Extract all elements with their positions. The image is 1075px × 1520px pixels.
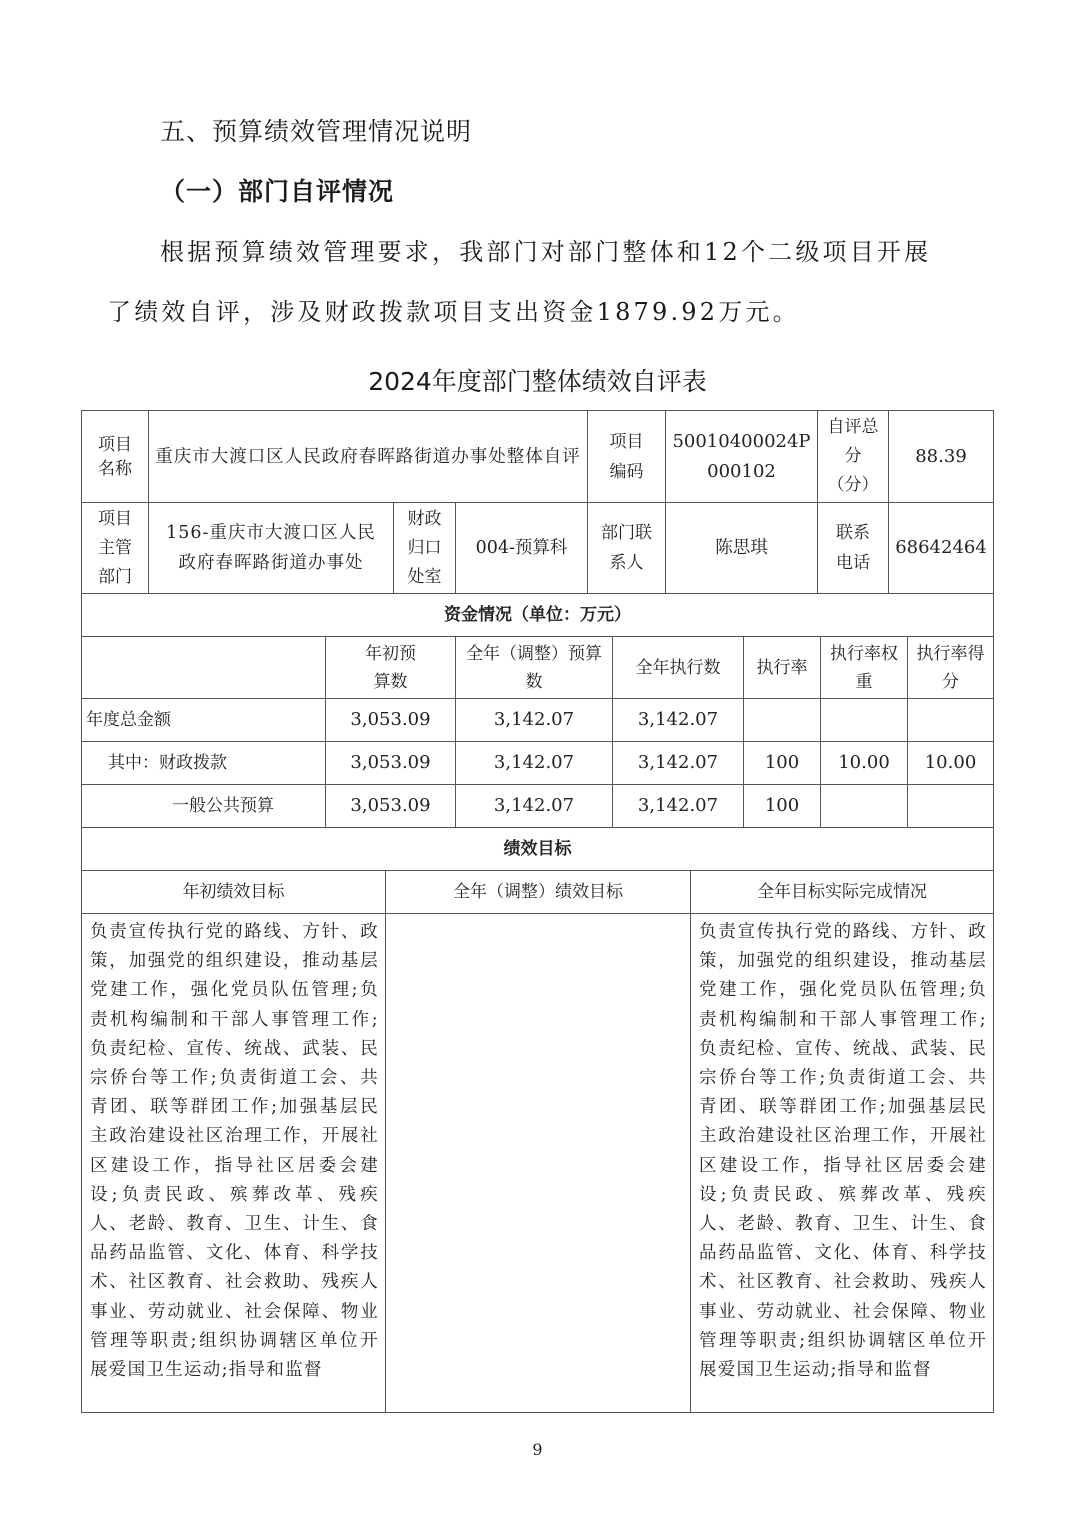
score-label: 自评总分（分）: [817, 410, 889, 503]
project-code: 50010400024P000102: [665, 410, 818, 503]
funds-row-score: [907, 698, 994, 742]
funds-row-executed: 3,142.07: [612, 784, 744, 828]
funds-col-blank: [81, 636, 326, 699]
section-heading: 五、预算绩效管理情况说明: [160, 117, 473, 146]
funds-col-score: 执行率得分: [907, 636, 994, 699]
funds-header: 资金情况（单位：万元）: [81, 593, 994, 637]
self-evaluation-score: 88.39: [888, 410, 994, 503]
initial-goal-cell: [81, 913, 386, 1413]
actual-completion-text: 负责宣传执行党的路线、方针、政策，加强党的组织建设，推动基层党建工作，强化党员队伍管理;负责机构编制和干部人事管理工作;负责纪检、宣传、统战、武装、民宗侨台等工作;负责街道工会、共青团、联等群团工作;加强基层民主政治建设社区治理工作，开展社区建设工作，指导社区居委会建设;负责民政、殡葬改革、残疾人、老龄、教育、卫生、计生、食品药品监管、文化、体育、科学技术、社区教育、社会救助、残疾人事业、劳动就业、社会保障、物业管理等职责;组织协调辖区单位开展爱国卫生运动;指导和监督: [699, 922, 987, 1381]
funds-row-score: [907, 784, 994, 828]
goals-header: 绩效目标: [81, 827, 994, 871]
funds-row-executed: 3,142.07: [612, 741, 744, 785]
funds-col-executed: 全年执行数: [612, 636, 744, 699]
funds-row-adjusted: 3,142.07: [455, 784, 613, 828]
funds-row-rate: [743, 698, 821, 742]
page-number: 9: [532, 1440, 543, 1459]
contact-person: 陈思琪: [665, 502, 818, 594]
self-evaluation-table: [81, 410, 994, 1413]
funds-row-adjusted: 3,142.07: [455, 698, 613, 742]
adjusted-goal-cell: [385, 913, 691, 1413]
funds-row-initial: 3,053.09: [325, 698, 456, 742]
funds-row-adjusted: 3,142.07: [455, 741, 613, 785]
actual-completion-cell: [690, 913, 994, 1413]
funds-row-rate: 100: [743, 741, 821, 785]
funds-row-label: 年度总金额: [81, 698, 326, 742]
funds-row-label: 其中：财政拨款: [81, 741, 326, 785]
project-name: 重庆市大渡口区人民政府春晖路街道办事处整体自评: [148, 410, 588, 503]
project-code-label: 项目编码: [587, 410, 666, 503]
paragraph-line-2: 了绩效自评，涉及财政拨款项目支出资金1879.92万元。: [107, 298, 800, 326]
phone: 68642464: [888, 502, 994, 594]
initial-goal-text: 负责宣传执行党的路线、方针、政策，加强党的组织建设，推动基层党建工作，强化党员队伍管理;负责机构编制和干部人事管理工作;负责纪检、宣传、统战、武装、民宗侨台等工作;负责街道工会、共青团、联等群团工作;加强基层民主政治建设社区治理工作，开展社区建设工作，指导社区居委会建设;负责民政、殡葬改革、残疾人、老龄、教育、卫生、计生、食品药品监管、文化、体育、科学技术、社区教育、社会救助、残疾人事业、劳动就业、社会保障、物业管理等职责;组织协调辖区单位开展爱国卫生运动;指导和监督: [90, 922, 379, 1381]
section-subheading: （一）部门自评情况: [160, 177, 395, 206]
funds-col-initial: 年初预算数: [325, 636, 456, 699]
finance-office: 004-预算科: [455, 502, 588, 594]
adjusted-goal-text: [531, 914, 545, 918]
paragraph-line-1: 根据预算绩效管理要求，我部门对部门整体和12个二级项目开展: [160, 238, 932, 266]
funds-col-adjusted: 全年（调整）预算数: [455, 636, 613, 699]
contact-label: 部门联系人: [587, 502, 666, 594]
funds-col-rate: 执行率: [743, 636, 821, 699]
funds-row-weight: [820, 784, 908, 828]
funds-row-initial: 3,053.09: [325, 784, 456, 828]
funds-row-weight: [820, 698, 908, 742]
goals-col-initial: 年初绩效目标: [81, 870, 386, 914]
funds-row-rate: 100: [743, 784, 821, 828]
project-name-label: 项目名称: [81, 410, 149, 503]
phone-label: 联系电话: [817, 502, 889, 594]
goals-col-actual: 全年目标实际完成情况: [690, 870, 994, 914]
goals-col-adjusted: 全年（调整）绩效目标: [385, 870, 691, 914]
table-title: 2024年度部门整体绩效自评表: [368, 367, 707, 396]
funds-row-executed: 3,142.07: [612, 698, 744, 742]
finance-office-label: 财政归口处室: [393, 502, 456, 594]
funds-row-initial: 3,053.09: [325, 741, 456, 785]
funds-row-weight: 10.00: [820, 741, 908, 785]
funds-row-score: 10.00: [907, 741, 994, 785]
dept-label: 项目主管部门: [81, 502, 149, 594]
dept: 156-重庆市大渡口区人民政府春晖路街道办事处: [148, 502, 394, 594]
funds-row-label: 一般公共预算: [81, 784, 326, 828]
funds-col-weight: 执行率权重: [820, 636, 908, 699]
